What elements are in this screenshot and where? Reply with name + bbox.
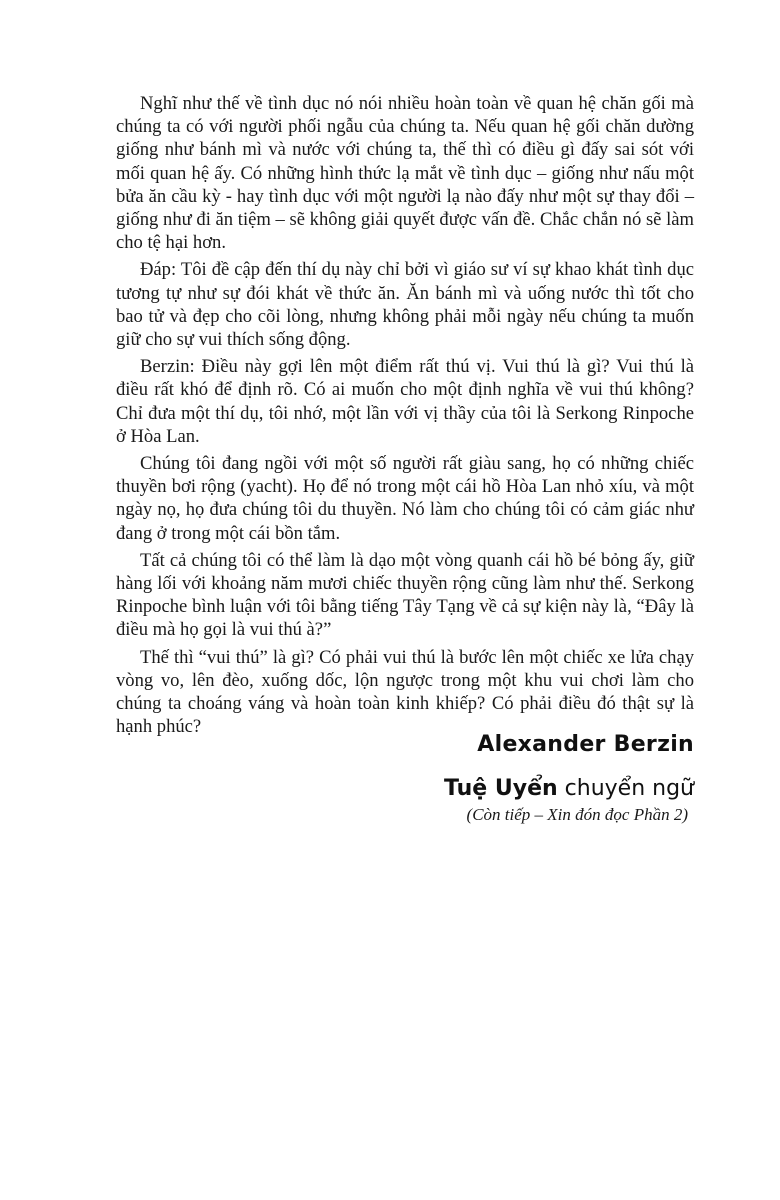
continued-note: (Còn tiếp – Xin đón đọc Phần 2) [466,805,688,824]
author-name: Alexander Berzin [477,732,694,757]
paragraph: Tất cả chúng tôi có thể làm là dạo một vòng quanh cái hồ bé bỏng ấy, giữ hàng lối với khoảng năm mươi chiếc thuyền rộng cũng làm như thế. Serkong Rinpoche bình luận với tôi bằng tiếng Tây Tạng về cả sự kiện này là, “Đây là điều mà họ gọi là vui thú à?” [116,549,694,641]
paragraph: Thế thì “vui thú” là gì? Có phải vui thú là bước lên một chiếc xe lửa chạy vòng vo, lên đèo, xuống dốc, lộn ngược trong một khu vui chơi làm cho chúng ta choáng váng và hoàn toàn kinh khiếp? Có phải điều đó thật sự là hạnh phúc? [116,646,694,738]
paragraph: Đáp: Tôi đề cập đến thí dụ này chỉ bởi vì giáo sư ví sự khao khát tình dục tương tự như sự đói khát về thức ăn. Ăn bánh mì và uống nước thì tốt cho bao tử và đẹp cho cõi lòng, nhưng không phải mỗi ngày nếu chúng ta muốn giữ cho sự vui thích sống động. [116,259,694,351]
paragraph: Berzin: Điều này gợi lên một điểm rất thú vị. Vui thú là gì? Vui thú là điều rất khó để định rõ. Có ai muốn cho một định nghĩa về vui thú không? Chỉ đưa một thí dụ, tôi nhớ, một lần với vị thầy của tôi là Serkong Rinpoche ở Hòa Lan. [116,356,694,447]
article-body [116,92,694,742]
paragraph: Nghĩ như thế về tình dục nó nói nhiều hoàn toàn về quan hệ chăn gối mà chúng ta có với người phối ngẫu của chúng ta. Nếu quan hệ gối chăn dường giống như bánh mì và nước với chúng ta, thế thì có điều gì đấy sai sót với mối quan hệ ấy. Có những hình thức lạ mắt về tình dục – giống như nấu một bửa ăn cầu kỳ - hay tình dục với một người lạ nào đấy như một sự thay đổi – giống như đi ăn tiệm – sẽ không giải quyết được vấn đề. Chắc chắn nó sẽ làm cho tệ hại hơn. [116,93,694,254]
translator-role: chuyển ngữ [564,776,694,801]
translator-credit [444,774,694,804]
paragraph: Chúng tôi đang ngồi với một số người rất giàu sang, họ có những chiếc thuyền bơi rộng (yacht). Họ để nó trong một cái hồ Hòa Lan nhỏ xíu, và một ngày nọ, họ đưa chúng tôi du thuyền. Nó làm cho chúng tôi có cảm giác như đang ở trong một cái bồn tắm. [116,453,694,544]
signature-block [444,728,694,826]
translator-name: Tuệ Uyển [444,776,558,801]
